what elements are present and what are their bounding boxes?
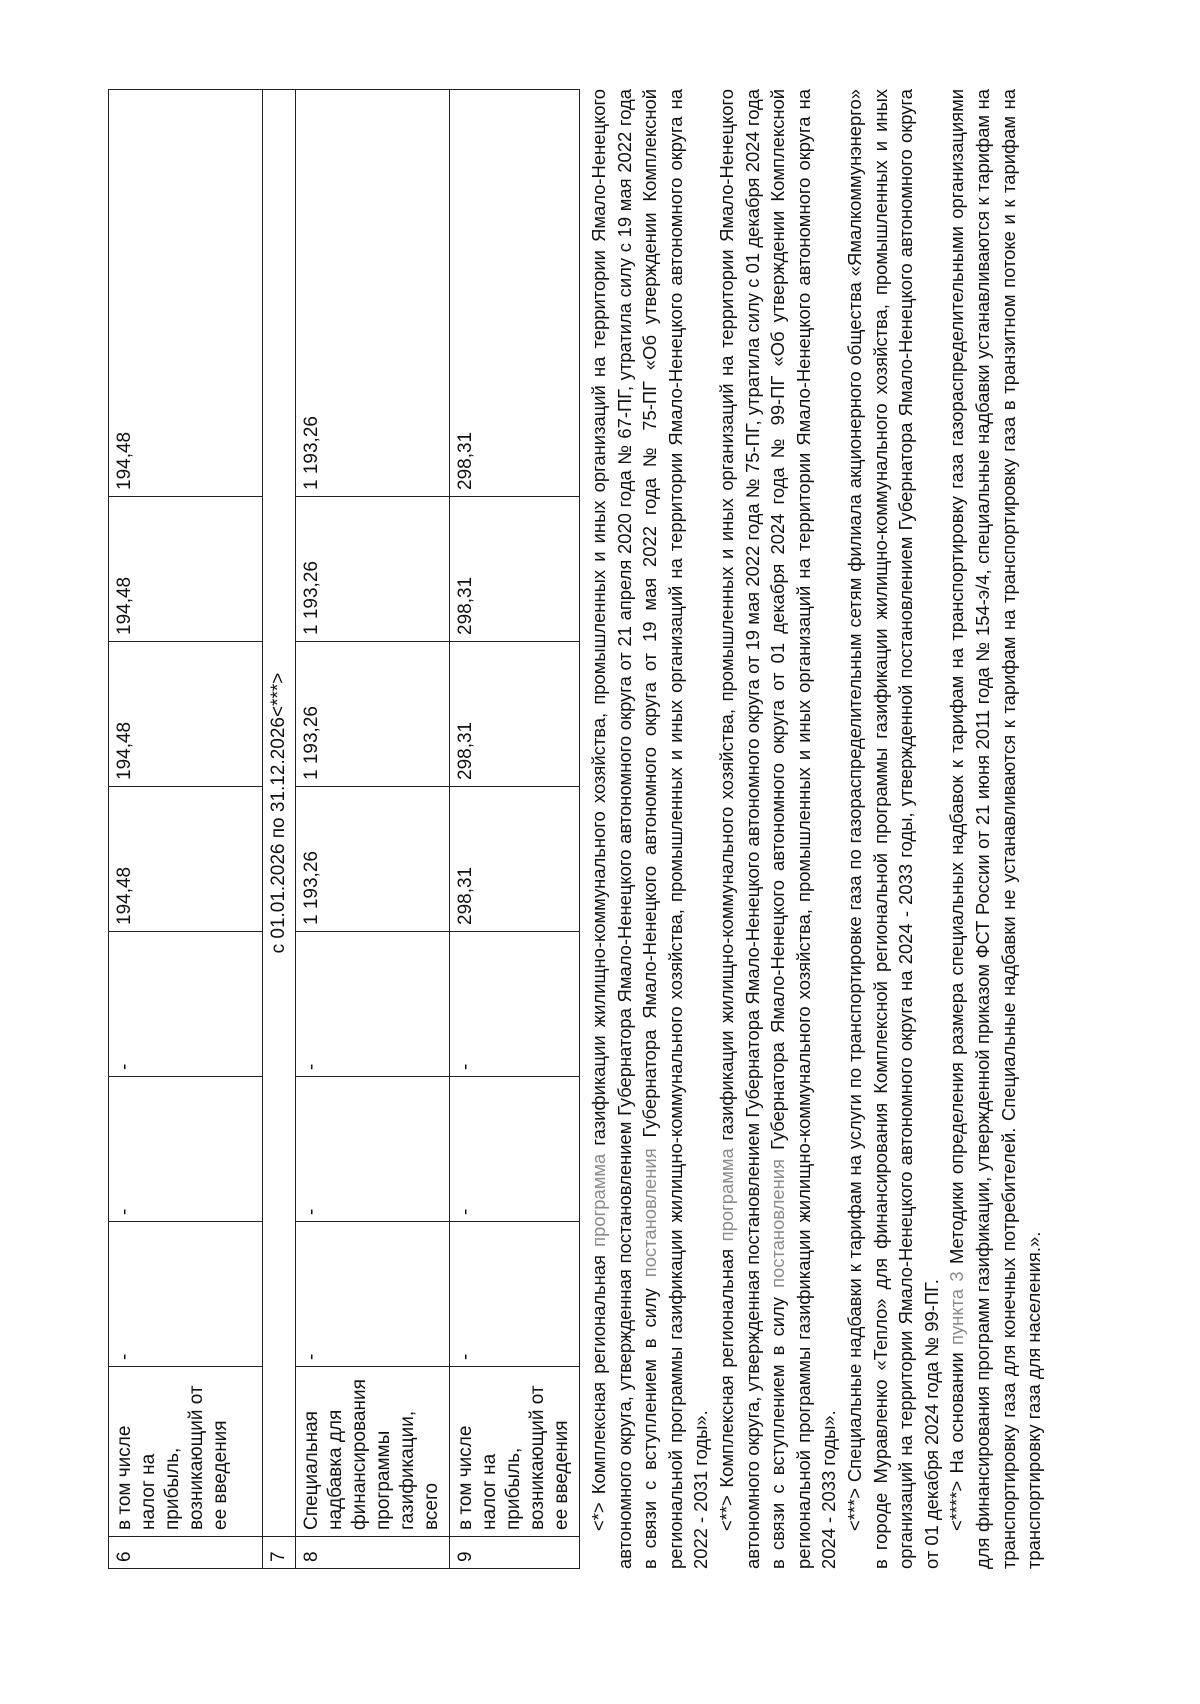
row-value: - — [296, 1222, 450, 1367]
row-name: в том числе налог на прибыль, возникающий от ее введения — [109, 1367, 263, 1537]
row-value: 298,31 — [450, 497, 580, 642]
row-value: 194,48 — [109, 90, 263, 497]
period-span-row: с 01.01.2026 по 31.12.2026<***> — [263, 90, 296, 1537]
footnote: <****> На основании пункта 3 Методики определения размера специальных надбавок к тарифам на транспортировку газа газораспределительными организациями для финансирования программ газификации, утвержденной приказом ФСТ России от 21 июня 2011 года № 154-э/4, специальные надбавки устанавливаются к тарифам на транспортировку газа для конечных потребителей. Специальные надбавки не устанавливаются к тарифам на транспортировку газа в транзитном потоке и к тарифам на транспортировку газа для населения.». — [946, 89, 1045, 1569]
row-value: - — [109, 1077, 263, 1222]
row-value: 1 193,26 — [296, 642, 450, 787]
document-content — [108, 89, 1047, 1569]
row-number: 7 — [263, 1537, 296, 1569]
row-number: 9 — [450, 1537, 580, 1569]
decree-link[interactable]: постановления — [767, 1159, 789, 1288]
row-number: 8 — [296, 1537, 450, 1569]
footnote: <**> Комплексная региональная программа газификации жилищно-коммунального хозяйства, промышленных и иных организаций на территории Ямало-Ненецкого автономного округа, утвержденная постановлением Губернатора Ямало-Ненецкого автономного округа от 19 мая 2022 года № 75-ПГ, утратила силу с 01 декабря 2024 года в связи с вступлением в силу постановления Губернатора Ямало-Ненецкого автономного округа от 01 декабря 2024 года № 99-ПГ «Об утверждении Комплексной региональной программы газификации жилищно-коммунального хозяйства, промышленных и иных организаций на территории Ямало-Ненецкого автономного округа на 2024 - 2033 годы». — [715, 89, 840, 1569]
decree-link[interactable]: постановления — [639, 1148, 661, 1278]
methodology-link[interactable]: пункта 3 — [946, 1271, 968, 1345]
program-link[interactable]: программа — [715, 1148, 737, 1242]
row-value: - — [450, 1077, 580, 1222]
row-value: 194,48 — [109, 787, 263, 932]
row-name: Специальная надбавка для финансирования программы газификации, всего — [296, 1367, 450, 1537]
row-value: 298,31 — [450, 90, 580, 497]
table-row — [263, 90, 296, 1569]
row-value: 298,31 — [450, 787, 580, 932]
row-value: 298,31 — [450, 642, 580, 787]
table-body — [109, 90, 580, 1569]
footnote: <***> Специальные надбавки к тарифам на услуги по транспортировке газа по газораспределительным сетям филиала акционерного общества «Ямалкоммунэнерго» в городе Муравленко «Тепло» для финансирования Комплексной региональной программы газификации жилищно-коммунального хозяйства, промышленных и иных организаций на территории Ямало-Ненецкого автономного округа на 2024 - 2033 годы, утвержденной постановлением Губернатора Ямало-Ненецкого автономного округа от 01 декабря 2024 года № 99-ПГ. — [843, 89, 942, 1569]
table-row — [296, 90, 450, 1569]
row-value: - — [296, 1077, 450, 1222]
row-value: - — [109, 1222, 263, 1367]
table-row — [109, 90, 263, 1569]
row-value: - — [109, 932, 263, 1077]
row-value: 1 193,26 — [296, 90, 450, 497]
row-value: - — [450, 1222, 580, 1367]
row-value: - — [296, 932, 450, 1077]
row-name: в том числе налог на прибыль, возникающий от ее введения — [450, 1367, 580, 1537]
row-value: 1 193,26 — [296, 787, 450, 932]
row-value: 194,48 — [109, 497, 263, 642]
row-number: 6 — [109, 1537, 263, 1569]
table-row — [450, 90, 580, 1569]
footnote: <*> Комплексная региональная программа газификации жилищно-коммунального хозяйства, промышленных и иных организаций на территории Ямало-Ненецкого автономного округа, утвержденная постановлением Губернатора Ямало-Ненецкого автономного округа от 21 апреля 2020 года № 67-ПГ, утратила силу с 19 мая 2022 года в связи с вступлением в силу постановления Губернатора Ямало-Ненецкого автономного округа от 19 мая 2022 года № 75-ПГ «Об утверждении Комплексной региональной программы газификации жилищно-коммунального хозяйства, промышленных и иных организаций на территории Ямало-Ненецкого автономного округа на 2022 - 2031 годы». — [588, 89, 712, 1569]
footnotes — [586, 89, 1047, 1569]
row-value: 194,48 — [109, 642, 263, 787]
row-value: 1 193,26 — [296, 497, 450, 642]
program-link[interactable]: программа — [588, 1153, 609, 1247]
tariff-table — [108, 89, 580, 1569]
row-value: - — [450, 932, 580, 1077]
